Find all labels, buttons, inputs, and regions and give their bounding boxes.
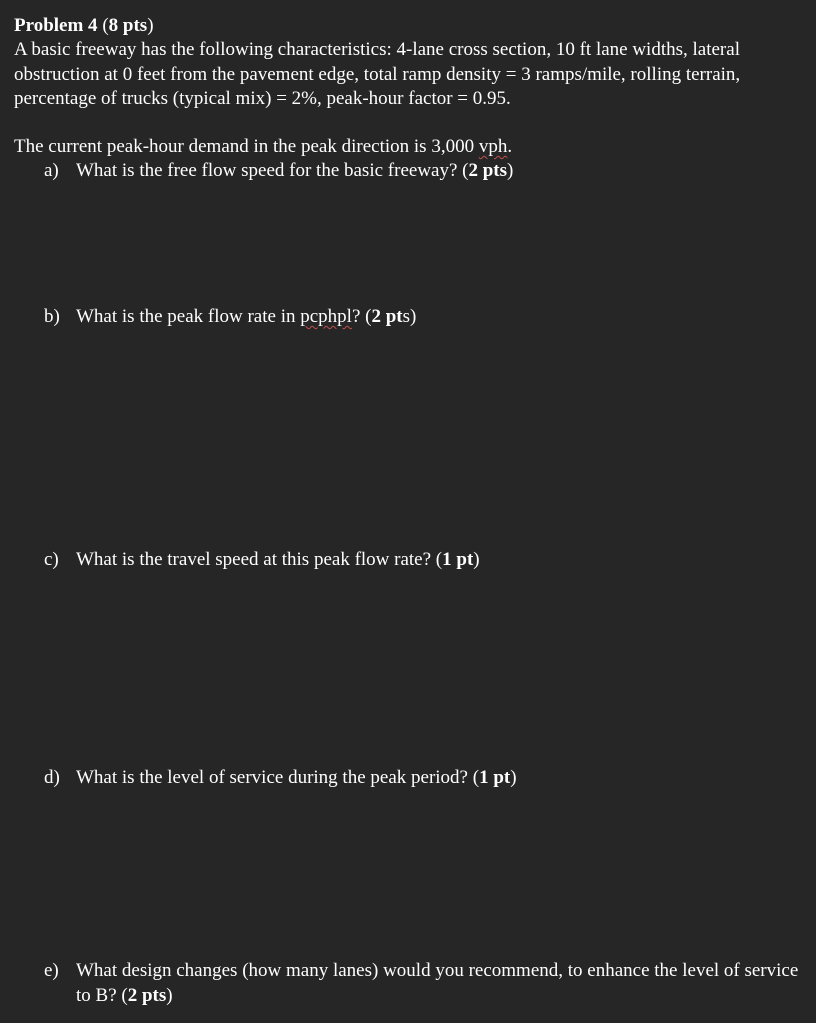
- question-body: What is the free flow speed for the basic freeway? (: [76, 160, 469, 181]
- question-body: What is the level of service during the peak period? (: [76, 767, 480, 788]
- demand-suffix: .: [507, 136, 513, 157]
- question-points: 2 pts: [127, 984, 167, 1006]
- question-close: ): [510, 767, 517, 788]
- question-body: What design changes (how many lanes) would you recommend, to enhance the level of service to B? (: [76, 960, 799, 1006]
- question-c: [44, 548, 804, 573]
- question-points: 2 pts: [468, 160, 508, 181]
- problem-points: (8 pts): [102, 15, 154, 36]
- question-points: 1 pt: [479, 767, 511, 788]
- question-text: [76, 305, 804, 330]
- demand-unit-spellcheck: vph: [478, 136, 508, 157]
- question-close: s): [402, 306, 417, 327]
- question-letter: e): [44, 960, 59, 981]
- question-letter: c): [44, 549, 59, 570]
- problem-heading: [14, 14, 809, 39]
- question-text: [76, 766, 804, 791]
- question-letter: d): [44, 767, 60, 788]
- question-body: What is the peak flow rate in: [76, 306, 301, 327]
- question-text: [76, 548, 804, 573]
- question-close: ): [507, 160, 514, 181]
- problem-title: Problem 4: [14, 15, 98, 36]
- demand-statement: [14, 135, 809, 160]
- question-close: ): [166, 984, 173, 1006]
- problem-intro: A basic freeway has the following characteristics: 4-lane cross section, 10 ft lane widths, lateral obstruction at 0 feet from the pavement edge, total ramp density = 3 ramps/mile, rolling terrain, percentage of trucks (typical mix) = 2%, peak-hour factor = 0.95.: [14, 39, 741, 109]
- question-e: [44, 959, 804, 1008]
- demand-text: The current peak-hour demand in the peak direction is 3,000: [14, 136, 479, 157]
- question-body: What is the travel speed at this peak flow rate? (: [76, 549, 443, 570]
- question-d: [44, 766, 804, 791]
- question-text: [76, 159, 804, 184]
- question-a: [44, 159, 804, 184]
- question-close: ): [473, 549, 480, 570]
- question-b: [44, 305, 804, 330]
- question-points: 1 pt: [442, 549, 474, 570]
- question-points: 2 pt: [371, 306, 403, 327]
- question-letter: a): [44, 160, 59, 181]
- question-body-tail: ? (: [351, 306, 372, 327]
- question-letter: b): [44, 306, 60, 327]
- flagged-word-spellcheck: pcphpl: [300, 306, 352, 327]
- question-text: [76, 959, 804, 1008]
